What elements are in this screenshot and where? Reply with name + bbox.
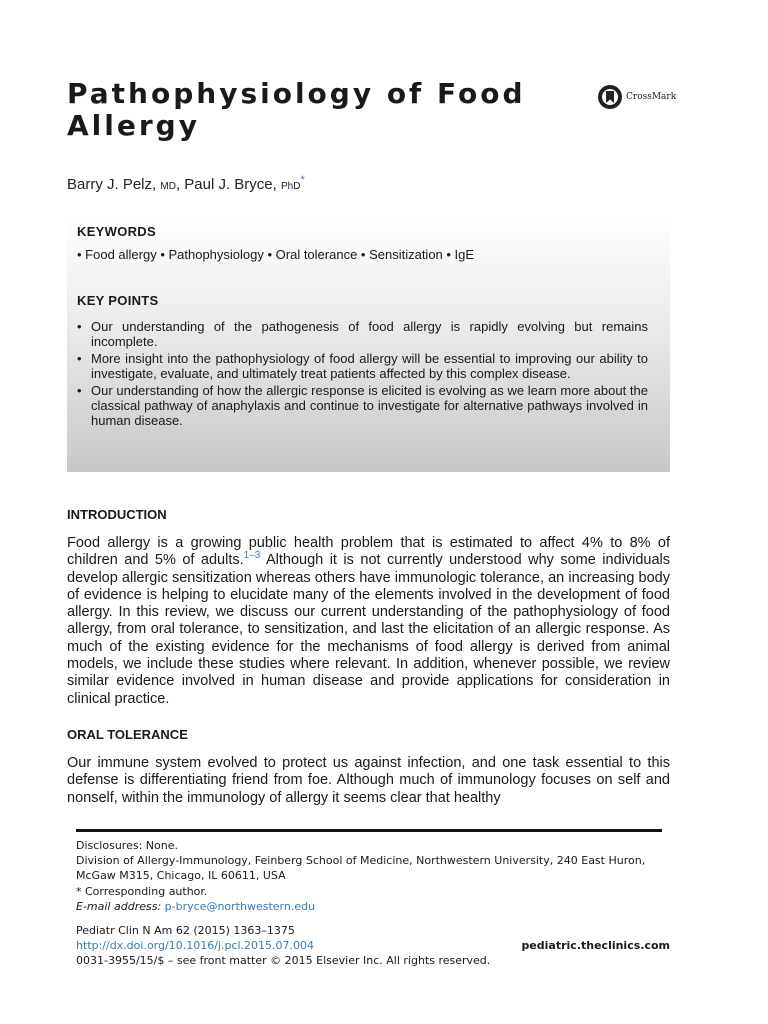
keywords-heading: KEYWORDS — [77, 224, 156, 239]
email-line — [76, 899, 670, 914]
corresponding-note: * Corresponding author. — [76, 884, 208, 898]
intro-text-part1: Food allergy is a growing public health problem that is estimated to affect 4% to 8% of children and 5% of adults. — [67, 535, 670, 569]
key-point-item: • Our understanding of how the allergic response is elicited is evolving as we learn more about the classical pathway of anaphylaxis and continue to investigate for alternative pathways involved in human disease. — [77, 383, 648, 428]
footnotes-block — [76, 838, 670, 914]
crossmark-badge[interactable] — [597, 84, 676, 110]
crossmark-label: CrossMark — [626, 92, 677, 102]
citation: Pediatr Clin N Am 62 (2015) 1363–1375 — [76, 924, 295, 937]
key-points-list — [77, 319, 648, 430]
footnote-divider — [76, 829, 662, 832]
email-label: E-mail address: — [76, 899, 162, 913]
article-title: Pathophysiology of Food Allergy — [67, 77, 526, 142]
introduction-heading: INTRODUCTION — [67, 507, 167, 522]
introduction-paragraph — [67, 535, 670, 708]
crossmark-icon — [597, 84, 623, 110]
journal-url[interactable]: pediatric.theclinics.com — [521, 939, 670, 952]
doi-link[interactable]: http://dx.doi.org/10.1016/j.pcl.2015.07.004 — [76, 939, 315, 953]
copyright: 0031-3955/15/$ – see front matter © 2015 Elsevier Inc. All rights reserved. — [76, 954, 491, 968]
author-name: Paul J. Bryce — [184, 176, 273, 193]
key-points-heading: KEY POINTS — [77, 293, 159, 308]
disclosures: Disclosures: None. — [76, 839, 178, 852]
oral-tolerance-paragraph: Our immune system evolved to protect us against infection, and one task essential to this defense is differentiating friend from foe. Although much of immunology focuses on self and nonself, within the immunology of allergy it seems clear that healthy — [67, 755, 670, 806]
keywords-keypoints-box — [67, 218, 670, 472]
citation-block — [76, 923, 670, 969]
author-line: Barry J. Pelz, MD, Paul J. Bryce, PhD* — [67, 174, 305, 193]
author-name: Barry J. Pelz — [67, 176, 153, 193]
intro-text-part2: Although it is not currently understood why some individuals develop allergic sensitization whereas others have immunologic tolerance, an increasing body of evidence is helping to elucidate many of the elements involved in the development of food allergy. In this review, we discuss our current understanding of the pathophysiology of food allergy, from oral tolerance, to sensitization, and last the elicitation of an allergic response. As much of the existing evidence for the mechanisms of food allergy is derived from animal models, we include these studies where relevant. In addition, whenever possible, we review similar evidence involved in human disease and provide applications for consideration in clinical practice. — [67, 552, 671, 707]
email-link[interactable]: p-bryce@northwestern.edu — [164, 899, 316, 913]
key-point-item: • Our understanding of the pathogenesis of food allergy is rapidly evolving but remains incomplete. — [77, 319, 648, 349]
author-degree: MD — [160, 181, 176, 192]
corresponding-author-link[interactable]: * — [300, 174, 305, 186]
key-point-item: • More insight into the pathophysiology of food allergy will be essential to improving our ability to investigate, evaluate, and ultimately treat patients affected by this complex disease. — [77, 351, 648, 381]
author-degree: PhD — [281, 181, 301, 192]
affiliation: Division of Allergy-Immunology, Feinberg School of Medicine, Northwestern University, 240 East Huron, McGaw M315, Chicago, IL 60611, USA — [76, 854, 646, 883]
keywords-list: • Food allergy • Pathophysiology • Oral tolerance • Sensitization • IgE — [77, 247, 475, 262]
reference-link[interactable]: 1–3 — [243, 550, 261, 562]
oral-tolerance-heading: ORAL TOLERANCE — [67, 727, 188, 742]
